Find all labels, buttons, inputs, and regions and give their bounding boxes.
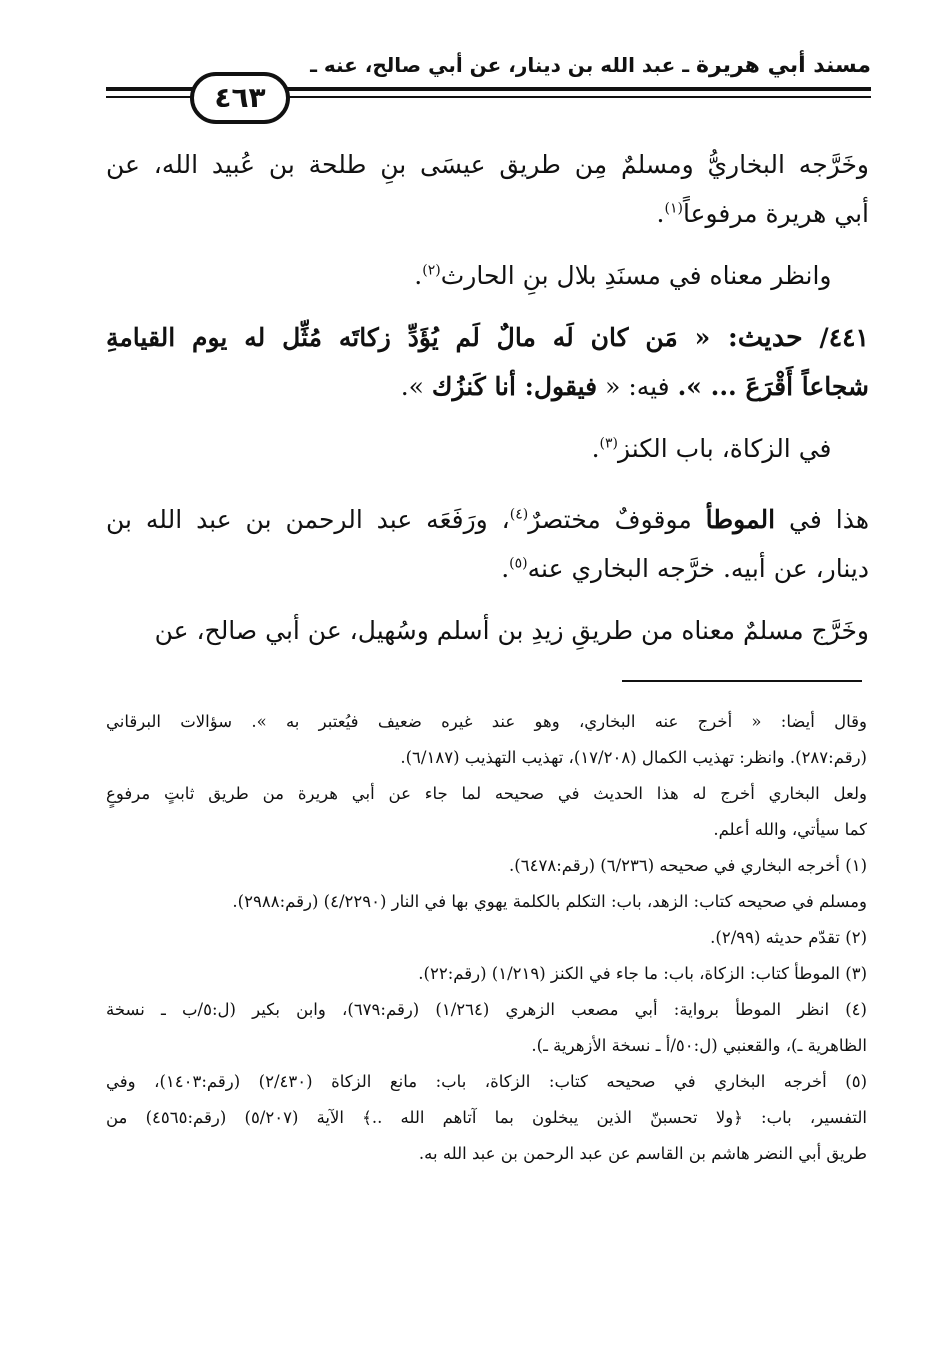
footnote-line: كما سيأتي، والله أعلم. <box>713 820 867 839</box>
body-text-run: . <box>656 199 665 228</box>
body-line <box>106 251 869 300</box>
hadith-text: شجاعاً أَقْرَعَ ... ». <box>677 372 869 401</box>
body-text-run: فيه: « <box>597 372 678 401</box>
footnote-line: التفسير، باب: ﴿ولا تحسبنّ الذين يبخلون بما آتاهم الله ..﴾ الآية (٥/٢٠٧) (رقم:٤٥٦٥) من <box>106 1108 867 1127</box>
hadith-number: ٤٤١/ <box>802 323 869 352</box>
footnote-line: (٣) الموطأ كتاب: الزكاة، باب: ما جاء في الكنز (١/٢١٩) (رقم:٢٢). <box>418 964 867 983</box>
footnote-line: وقال أيضا: « أخرج عنه البخاري، وهو عند غيره ضعيف فيُعتبر به ». سؤالات البرقاني <box>106 712 867 731</box>
footnote-line: الظاهرية ـ)، والقعنبي (ل:٥٠/أ ـ نسخة الأزهرية ـ). <box>531 1036 867 1055</box>
hadith-keyword: حديث: <box>710 322 803 353</box>
body-text-run: أبي هريرة مرفوعاً <box>682 199 869 228</box>
main-text <box>106 140 869 655</box>
footnotes <box>106 704 867 1172</box>
book-title: الموطأ <box>705 505 776 534</box>
body-text-run: دينار، عن أبيه. خرَّجه البخاري عنه <box>527 554 869 583</box>
hadith-text: « مَن كان لَه مالٌ لَم يُؤَدِّ زكاتَه مُثِّل له يوم القيامةِ <box>106 323 711 352</box>
footnote-line: طريق أبي النضر هاشم بن القاسم عن عبد الرحمن بن عبد الله به. <box>418 1144 867 1163</box>
body-text-run: ». <box>400 372 432 401</box>
body-line <box>106 495 869 544</box>
footnote-line: (٢) تقدّم حديثه (٢/٩٩). <box>710 928 867 947</box>
body-text-run: . <box>501 554 510 583</box>
footnote-line: ومسلم في صحيحه كتاب: الزهد، باب: التكلم بالكلمة يهوي بها في النار (٤/٢٢٩٠) (رقم:٢٩٨٨). <box>232 892 867 911</box>
body-line <box>106 189 869 238</box>
body-text-run: في الزكاة، باب الكنز <box>618 434 832 463</box>
footnote-line: (٥) أخرجه البخاري في صحيحه كتاب: الزكاة، باب: مانع الزكاة (٢/٤٣٠) (رقم:١٤٠٣)، وفي <box>106 1072 867 1091</box>
body-line <box>106 606 869 655</box>
body-text-run: وانظر معناه في مسنَدِ بلال بنِ الحارث <box>440 261 832 290</box>
running-header-subtitle: ـ عبد الله بن دينار، عن أبي صالح، عنه ـ <box>310 53 697 77</box>
footnote-separator <box>622 680 862 682</box>
footnote-ref: (١) <box>664 200 683 217</box>
footnote-ref: (٣) <box>599 435 618 452</box>
body-text-run: ، ورَفَعَه عبد الرحمن بن عبد الله بن <box>106 505 510 534</box>
footnote-line: (رقم:٢٨٧). وانظر: تهذيب الكمال (١٧/٢٠٨)، تهذيب التهذيب (٦/١٨٧). <box>400 748 867 767</box>
body-line <box>106 544 869 593</box>
footnote-ref: (٤) <box>509 506 529 523</box>
body-text-run: . <box>414 261 423 290</box>
hadith-text: فيقول: أنا كَنزُك <box>431 372 598 401</box>
body-text-run: هذا في <box>775 505 869 534</box>
hadith-line <box>106 313 869 362</box>
running-header-title: مسند أبي هريرة <box>696 53 871 78</box>
footnote-line: ولعل البخاري أخرج له هذا الحديث في صحيحه لما جاء عن أبي هريرة من طريق ثابتٍ مرفوعٍ <box>106 784 867 803</box>
body-line <box>106 140 869 189</box>
body-text-run: موقوفٌ مختصرٌ <box>528 505 706 534</box>
hadith-line <box>106 362 869 411</box>
body-text-run: وخَرَّجه البخاريُّ ومسلمٌ مِن طريق عيسَى بنِ طلحة بن عُبيد الله، عن <box>106 150 869 179</box>
body-text-run: . <box>591 434 600 463</box>
body-text-run: وخَرَّج مسلمٌ معناه من طريقِ زيدِ بن أسلم وسُهيل، عن أبي صالح، عن <box>154 616 869 645</box>
footnote-line: (١) أخرجه البخاري في صحيحه (٦/٢٣٦) (رقم:٦٤٧٨). <box>509 856 867 875</box>
page-number-badge: ٤٦٣ <box>190 72 290 124</box>
body-line <box>106 424 869 473</box>
running-header <box>310 50 871 81</box>
footnote-line: (٤) انظر الموطأ برواية: أبي مصعب الزهري (١/٢٦٤) (رقم:٦٧٩)، وابن بكير (ل:٥/ب ـ نسخة <box>106 1000 867 1019</box>
footnote-ref: (٥) <box>509 555 528 572</box>
footnote-ref: (٢) <box>422 262 441 279</box>
